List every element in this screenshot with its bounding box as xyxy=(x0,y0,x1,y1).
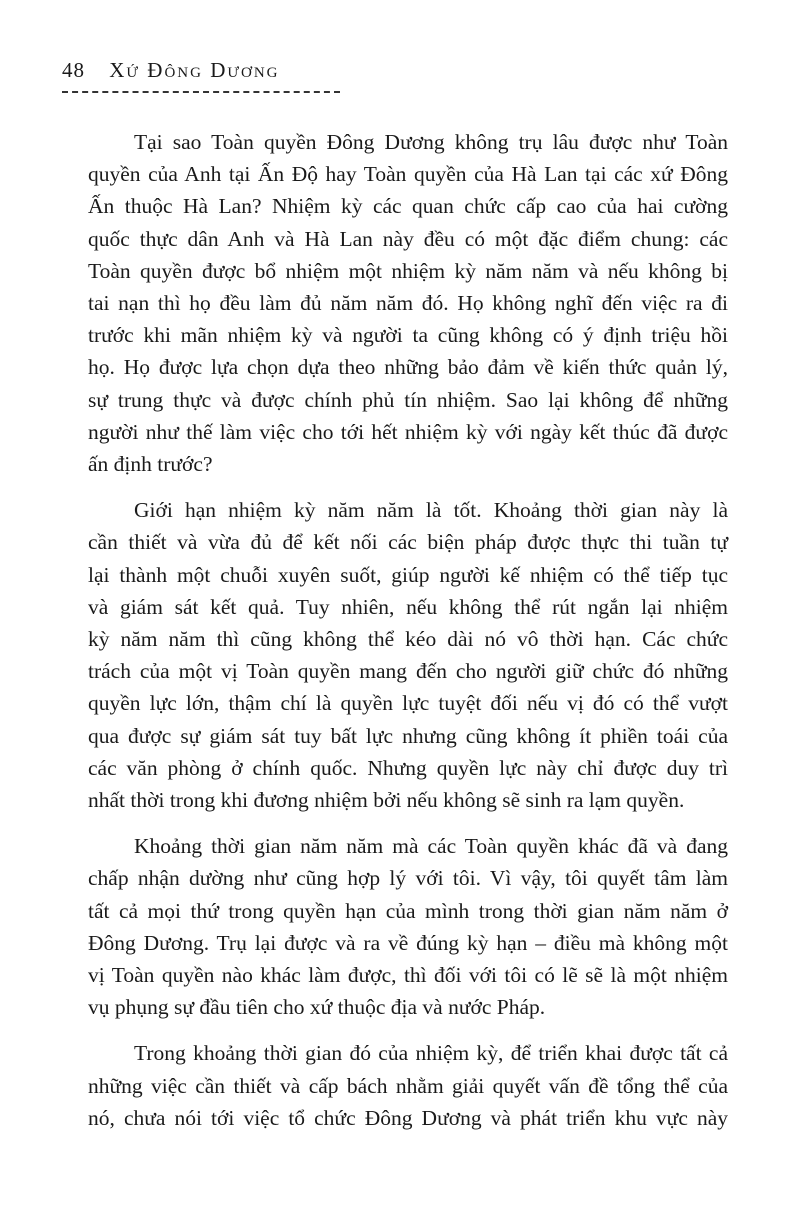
book-title: Xứ Đông Dương xyxy=(109,58,280,82)
text-line: lại thành một chuỗi xuyên suốt, giúp người kế nhiệm có thể tiếp tục xyxy=(88,562,728,587)
page-number: 48 xyxy=(62,58,85,82)
text-line: những việc cần thiết và cấp bách nhằm giải quyết vấn đề tổng thể của xyxy=(88,1073,728,1098)
body-text xyxy=(88,126,728,1148)
text-line: các văn phòng ở chính quốc. Nhưng quyền lực này chỉ được duy trì xyxy=(88,755,728,780)
text-line: Khoảng thời gian năm năm mà các Toàn quyền khác đã và đang xyxy=(134,834,728,859)
text-line: họ. Họ được lựa chọn dựa theo những bảo đảm về kiến thức quản lý, xyxy=(88,355,728,380)
text-line: ấn định trước? xyxy=(88,452,213,477)
text-line: qua được sự giám sát tuy bất lực nhưng cũng không ít phiền toái của xyxy=(88,723,728,748)
running-header xyxy=(62,58,280,83)
text-line: Ấn thuộc Hà Lan? Nhiệm kỳ các quan chức cấp cao của hai cường xyxy=(88,194,728,219)
text-line: vụ phụng sự đầu tiên cho xứ thuộc địa và nước Pháp. xyxy=(88,995,546,1020)
text-line: người như thế làm việc cho tới hết nhiệm kỳ với ngày kết thúc đã được xyxy=(88,419,728,444)
paragraph-4 xyxy=(88,1037,728,1134)
text-line: kỳ năm năm thì cũng không thể kéo dài nó vô thời hạn. Các chức xyxy=(88,627,728,652)
text-line: trách của một vị Toàn quyền mang đến cho người giữ chức đó những xyxy=(88,659,728,684)
header-divider xyxy=(62,91,340,93)
text-line: quốc thực dân Anh và Hà Lan này đều có một đặc điểm chung: các xyxy=(88,226,728,251)
text-line: Đông Dương. Trụ lại được và ra về đúng kỳ hạn – điều mà không một xyxy=(88,930,728,955)
text-line: tất cả mọi thứ trong quyền hạn của mình trong thời gian năm năm ở xyxy=(88,898,728,923)
text-line: vị Toàn quyền nào khác làm được, thì đối với tôi có lẽ sẽ là một nhiệm xyxy=(88,963,728,988)
paragraph-2 xyxy=(88,494,728,816)
text-line: và giám sát kết quả. Tuy nhiên, nếu không thể rút ngắn lại nhiệm xyxy=(88,594,728,619)
text-line: Giới hạn nhiệm kỳ năm năm là tốt. Khoảng thời gian này là xyxy=(134,498,728,523)
paragraph-1 xyxy=(88,126,728,480)
paragraph-3 xyxy=(88,830,728,1023)
text-line: quyền lực lớn, thậm chí là quyền lực tuyệt đối nếu vị đó có thể vượt xyxy=(88,691,728,716)
text-line: chấp nhận dường như cũng hợp lý với tôi. Vì vậy, tôi quyết tâm làm xyxy=(88,866,728,891)
text-line: nhất thời trong khi đương nhiệm bởi nếu không sẽ sinh ra lạm quyền. xyxy=(88,788,685,813)
text-line: Toàn quyền được bổ nhiệm một nhiệm kỳ năm năm và nếu không bị xyxy=(88,258,728,283)
text-line: Trong khoảng thời gian đó của nhiệm kỳ, để triển khai được tất cả xyxy=(134,1041,728,1066)
text-line: cần thiết và vừa đủ để kết nối các biện pháp được thực thi tuần tự xyxy=(88,530,728,555)
text-line: sự trung thực và được chính phủ tín nhiệm. Sao lại không để những xyxy=(88,387,728,412)
text-line: quyền của Anh tại Ấn Độ hay Toàn quyền của Hà Lan tại các xứ Đông xyxy=(88,162,728,187)
text-line: nó, chưa nói tới việc tổ chức Đông Dương và phát triển khu vực này xyxy=(88,1105,728,1130)
text-line: tai nạn thì họ đều làm đủ năm năm đó. Họ không nghĩ đến việc ra đi xyxy=(88,291,728,316)
text-line: trước khi mãn nhiệm kỳ và người ta cũng không có ý định triệu hồi xyxy=(88,323,728,348)
text-line: Tại sao Toàn quyền Đông Dương không trụ lâu được như Toàn xyxy=(134,130,728,154)
